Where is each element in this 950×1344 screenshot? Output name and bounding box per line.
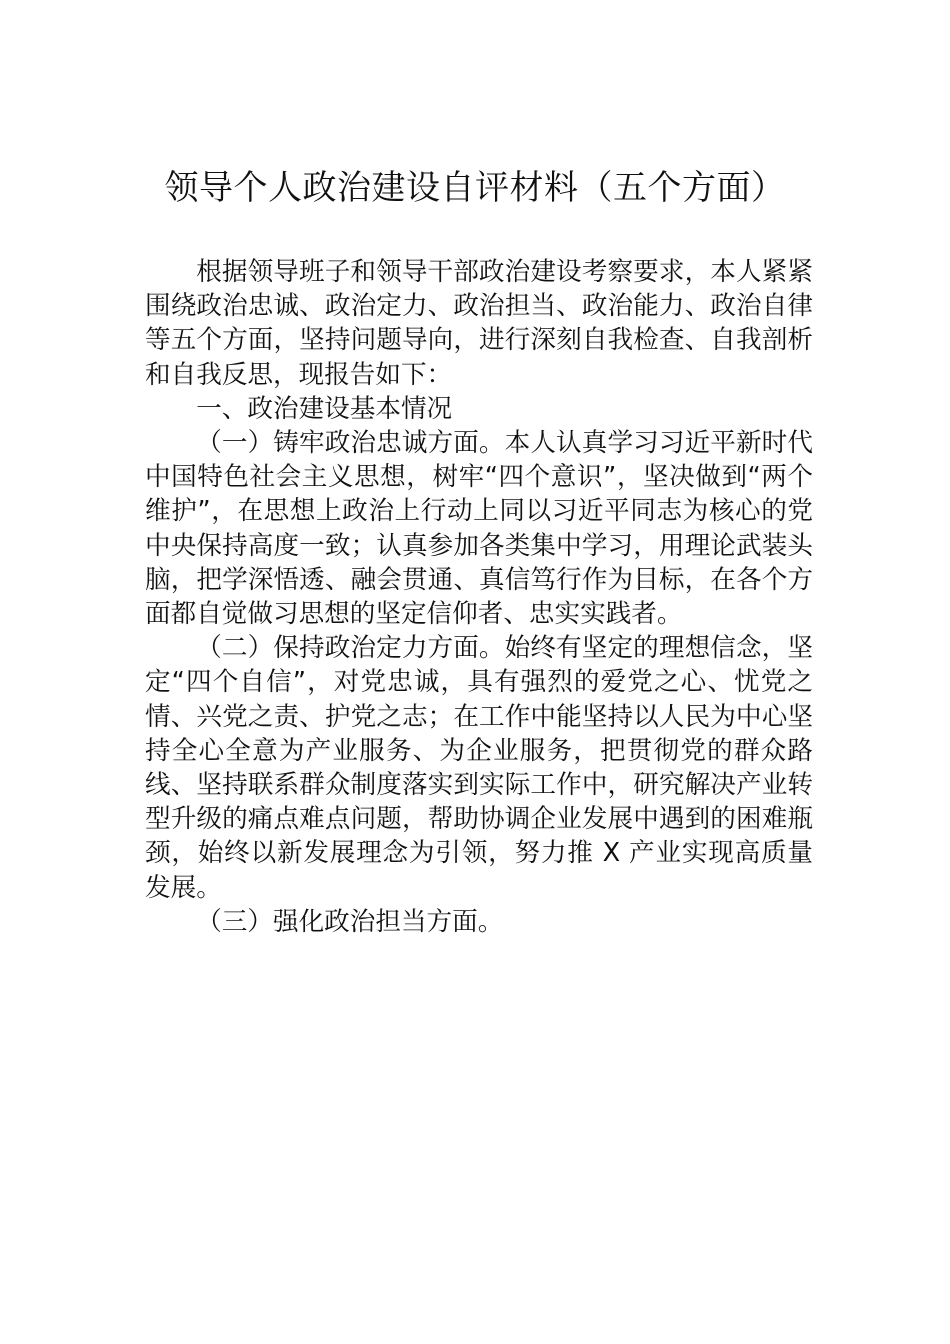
subsection-paragraph-1: （一）铸牢政治忠诚方面。本人认真学习习近平新时代中国特色社会主义思想，树牢“四个意识”，坚决做到“两个维护”，在思想上政治上行动上同以习近平同志为核心的党中央保持高度一致；认真参加各类集中学习，用理论武装头脑，把学深悟透、融会贯通、真信笃行作为目标，在各个方面都自觉做习思想的坚定信仰者、忠实实践者。 bbox=[145, 428, 813, 630]
intro-paragraph: 根据领导班子和领导干部政治建设考察要求，本人紧紧围绕政治忠诚、政治定力、政治担当、政治能力、政治自律等五个方面，坚持问题导向，进行深刻自我检查、自我剖析和自我反思，现报告如下： bbox=[145, 257, 813, 390]
document-title: 领导个人政治建设自评材料（五个方面） bbox=[164, 168, 786, 208]
subsection-heading-3: （三）强化政治担当方面。 bbox=[196, 906, 504, 937]
document-body bbox=[145, 255, 813, 939]
section-heading: 一、政治建设基本情况 bbox=[196, 393, 453, 424]
subsection-paragraph-2: （二）保持政治定力方面。始终有坚定的理想信念，坚定“四个自信”，对党忠诚，具有强烈的爱党之心、忧党之情、兴党之责、护党之志；在工作中能坚持以人民为中心坚持全心全意为产业服务、为企业服务，把贯彻党的群众路线、坚持联系群众制度落实到实际工作中，研究解决产业转型升级的痛点难点问题，帮助协调企业发展中遇到的困难瓶颈，始终以新发展理念为引领，努力推 X 产业实现高质量发展。 bbox=[145, 633, 813, 903]
